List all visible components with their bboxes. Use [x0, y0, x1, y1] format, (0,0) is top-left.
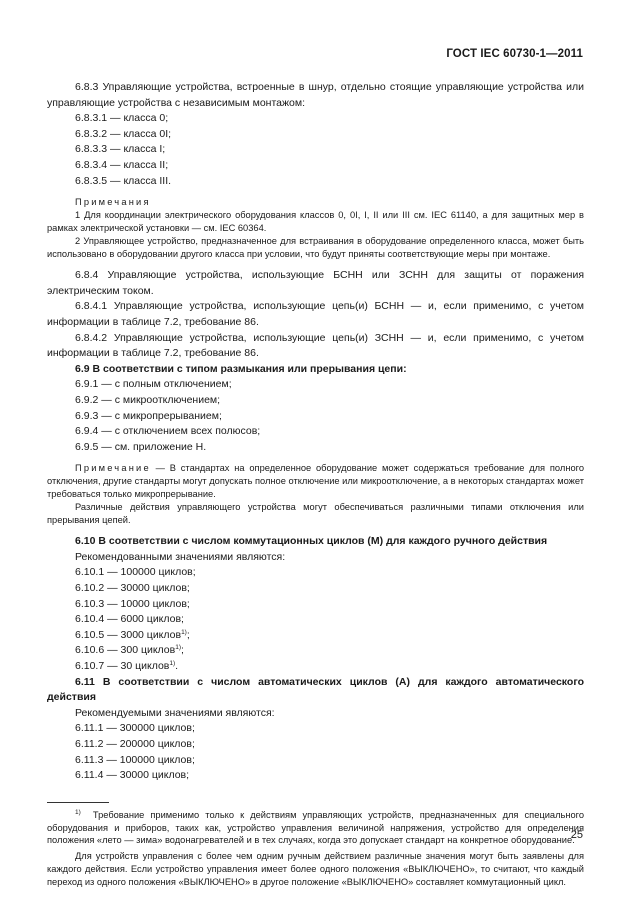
list-item: 6.11.1 — 300000 циклов;	[75, 722, 195, 735]
clause-6-11-heading: 6.11 В соответствии с числом автоматических циклов (А) для каждого автоматического действия	[47, 675, 584, 704]
list-item: 6.10.1 — 100000 циклов;	[75, 566, 196, 579]
note-1: 1 Для координации электрического оборудования классов 0, 0I, I, II или III см. IEC 61140, а для защитных мер в рамках электрической установки — см. IEC 60364.	[47, 210, 584, 234]
list-item: 6.8.3.3 — класса I;	[75, 143, 166, 156]
clause-6-10-intro: Рекомендованными значениями являются:	[75, 550, 286, 563]
footnote-ref: 1)	[175, 644, 181, 652]
list-item: 6.9.5 — см. приложение Н.	[75, 440, 207, 453]
page-content	[47, 80, 584, 889]
note-2: 2 Управляющее устройство, предназначенное для встраивания в оборудование определенного класса, может быть использовано в оборудовании другого класса при условии, что будут приняты соответствующие меры при монтаже.	[47, 236, 584, 260]
footnote-text: Требование применимо только к действиям управляющих устройств, предназначенных для специального оборудования и приборов, таких как, устройство управления величиной напряжения, устройство для определения положения «лето — зима» водонагревателей и в тех случаях, когда это допускает стандарт на конкретное оборудование.	[47, 809, 584, 846]
standard-header: ГОСТ IEC 60730-1—2011	[446, 48, 583, 60]
footnote-ref: 1)	[181, 628, 187, 636]
clause-6-8-3: 6.8.3 Управляющие устройства, встроенные в шнур, отдельно стоящие управляющие устройства или управляющие устройства с независимым монтажом:	[47, 81, 584, 109]
list-item	[47, 643, 584, 659]
note-text: — В стандартах на определенное оборудование может содержаться требование для полного отключения, другие стандарты могут допускать полное отключение или микроотключение, а в некоторых стандартах может требоваться только микропрерывание.	[47, 463, 584, 500]
notes-title: Примечания	[75, 197, 151, 208]
footnote-mark: 1)	[75, 808, 81, 816]
list-item	[47, 659, 584, 675]
item-tail: ;	[186, 628, 190, 641]
list-item: 6.8.3.1 — класса 0;	[75, 112, 169, 125]
list-item: 6.11.4 — 30000 циклов;	[75, 769, 190, 782]
clause-6-9-heading: 6.9 В соответствии с типом размыкания или прерывания цепи:	[75, 362, 407, 375]
list-item: 6.9.1 — с полным отключением;	[75, 378, 232, 391]
footnote-paragraph: Для устройств управления с более чем одним ручным действием различные значения могут быть заявлены для каждого действия. Если устройство управления имеет более одного положения «ВЫКЛЮЧЕНО», то считают, что каждый переход из одного положения «ВЫКЛЮЧЕНО» в другое положение «ВЫКЛЮЧЕНО» составляет коммутационный цикл.	[47, 851, 584, 887]
list-item: 6.10.3 — 10000 циклов;	[75, 597, 190, 610]
item-text: 6.10.7 — 30 циклов	[75, 660, 170, 673]
list-item: 6.9.4 — с отключением всех полюсов;	[75, 425, 261, 438]
page-number: 25	[570, 829, 583, 841]
list-item: 6.9.3 — с микропрерыванием;	[75, 409, 222, 422]
list-item: 6.8.3.4 — класса II;	[75, 158, 169, 171]
item-tail: ;	[181, 644, 184, 657]
clause-6-10-heading: 6.10 В соответствии с числом коммутационных циклов (М) для каждого ручного действия	[75, 535, 548, 548]
footnote-divider	[47, 802, 109, 803]
note-label: Примечание	[75, 463, 151, 474]
list-item	[47, 628, 584, 644]
clause-6-8-4: 6.8.4 Управляющие устройства, использующие БСНН или ЗСНН для защиты от поражения электрическим током.	[47, 269, 584, 297]
clause-6-8-4-2: 6.8.4.2 Управляющие устройства, использующие цепь(и) ЗСНН — и, если применимо, с учетом информации в таблице 7.2, требование 86.	[47, 331, 584, 360]
footnote-ref: 1)	[169, 660, 176, 668]
list-item: 6.11.3 — 100000 циклов;	[75, 753, 195, 766]
list-item: 6.9.2 — с микроотключением;	[75, 393, 221, 406]
list-item: 6.10.4 — 6000 циклов;	[75, 613, 184, 626]
clause-6-8-4-1: 6.8.4.1 Управляющие устройства, использующие цепь(и) БСНН — и, если применимо, с учетом информации в таблице 7.2, требование 86.	[47, 300, 584, 328]
list-item: 6.11.2 — 200000 циклов;	[75, 738, 195, 750]
clause-6-9-note-2: Различные действия управляющего устройства могут обеспечиваться различными типами отключения или прерывания цепей.	[47, 502, 584, 526]
item-text: 6.10.6 — 300 циклов	[75, 644, 176, 657]
item-tail: .	[175, 660, 179, 673]
clause-6-11-intro: Рекомендуемыми значениями являются:	[75, 706, 275, 719]
list-item: 6.10.2 — 30000 циклов;	[75, 582, 190, 595]
item-text: 6.10.5 — 3000 циклов	[75, 628, 182, 641]
list-item: 6.8.3.2 — класса 0I;	[75, 127, 172, 140]
footnote-1	[47, 809, 584, 847]
clause-6-9-note	[47, 462, 584, 501]
list-item: 6.8.3.5 — класса III.	[75, 174, 172, 187]
